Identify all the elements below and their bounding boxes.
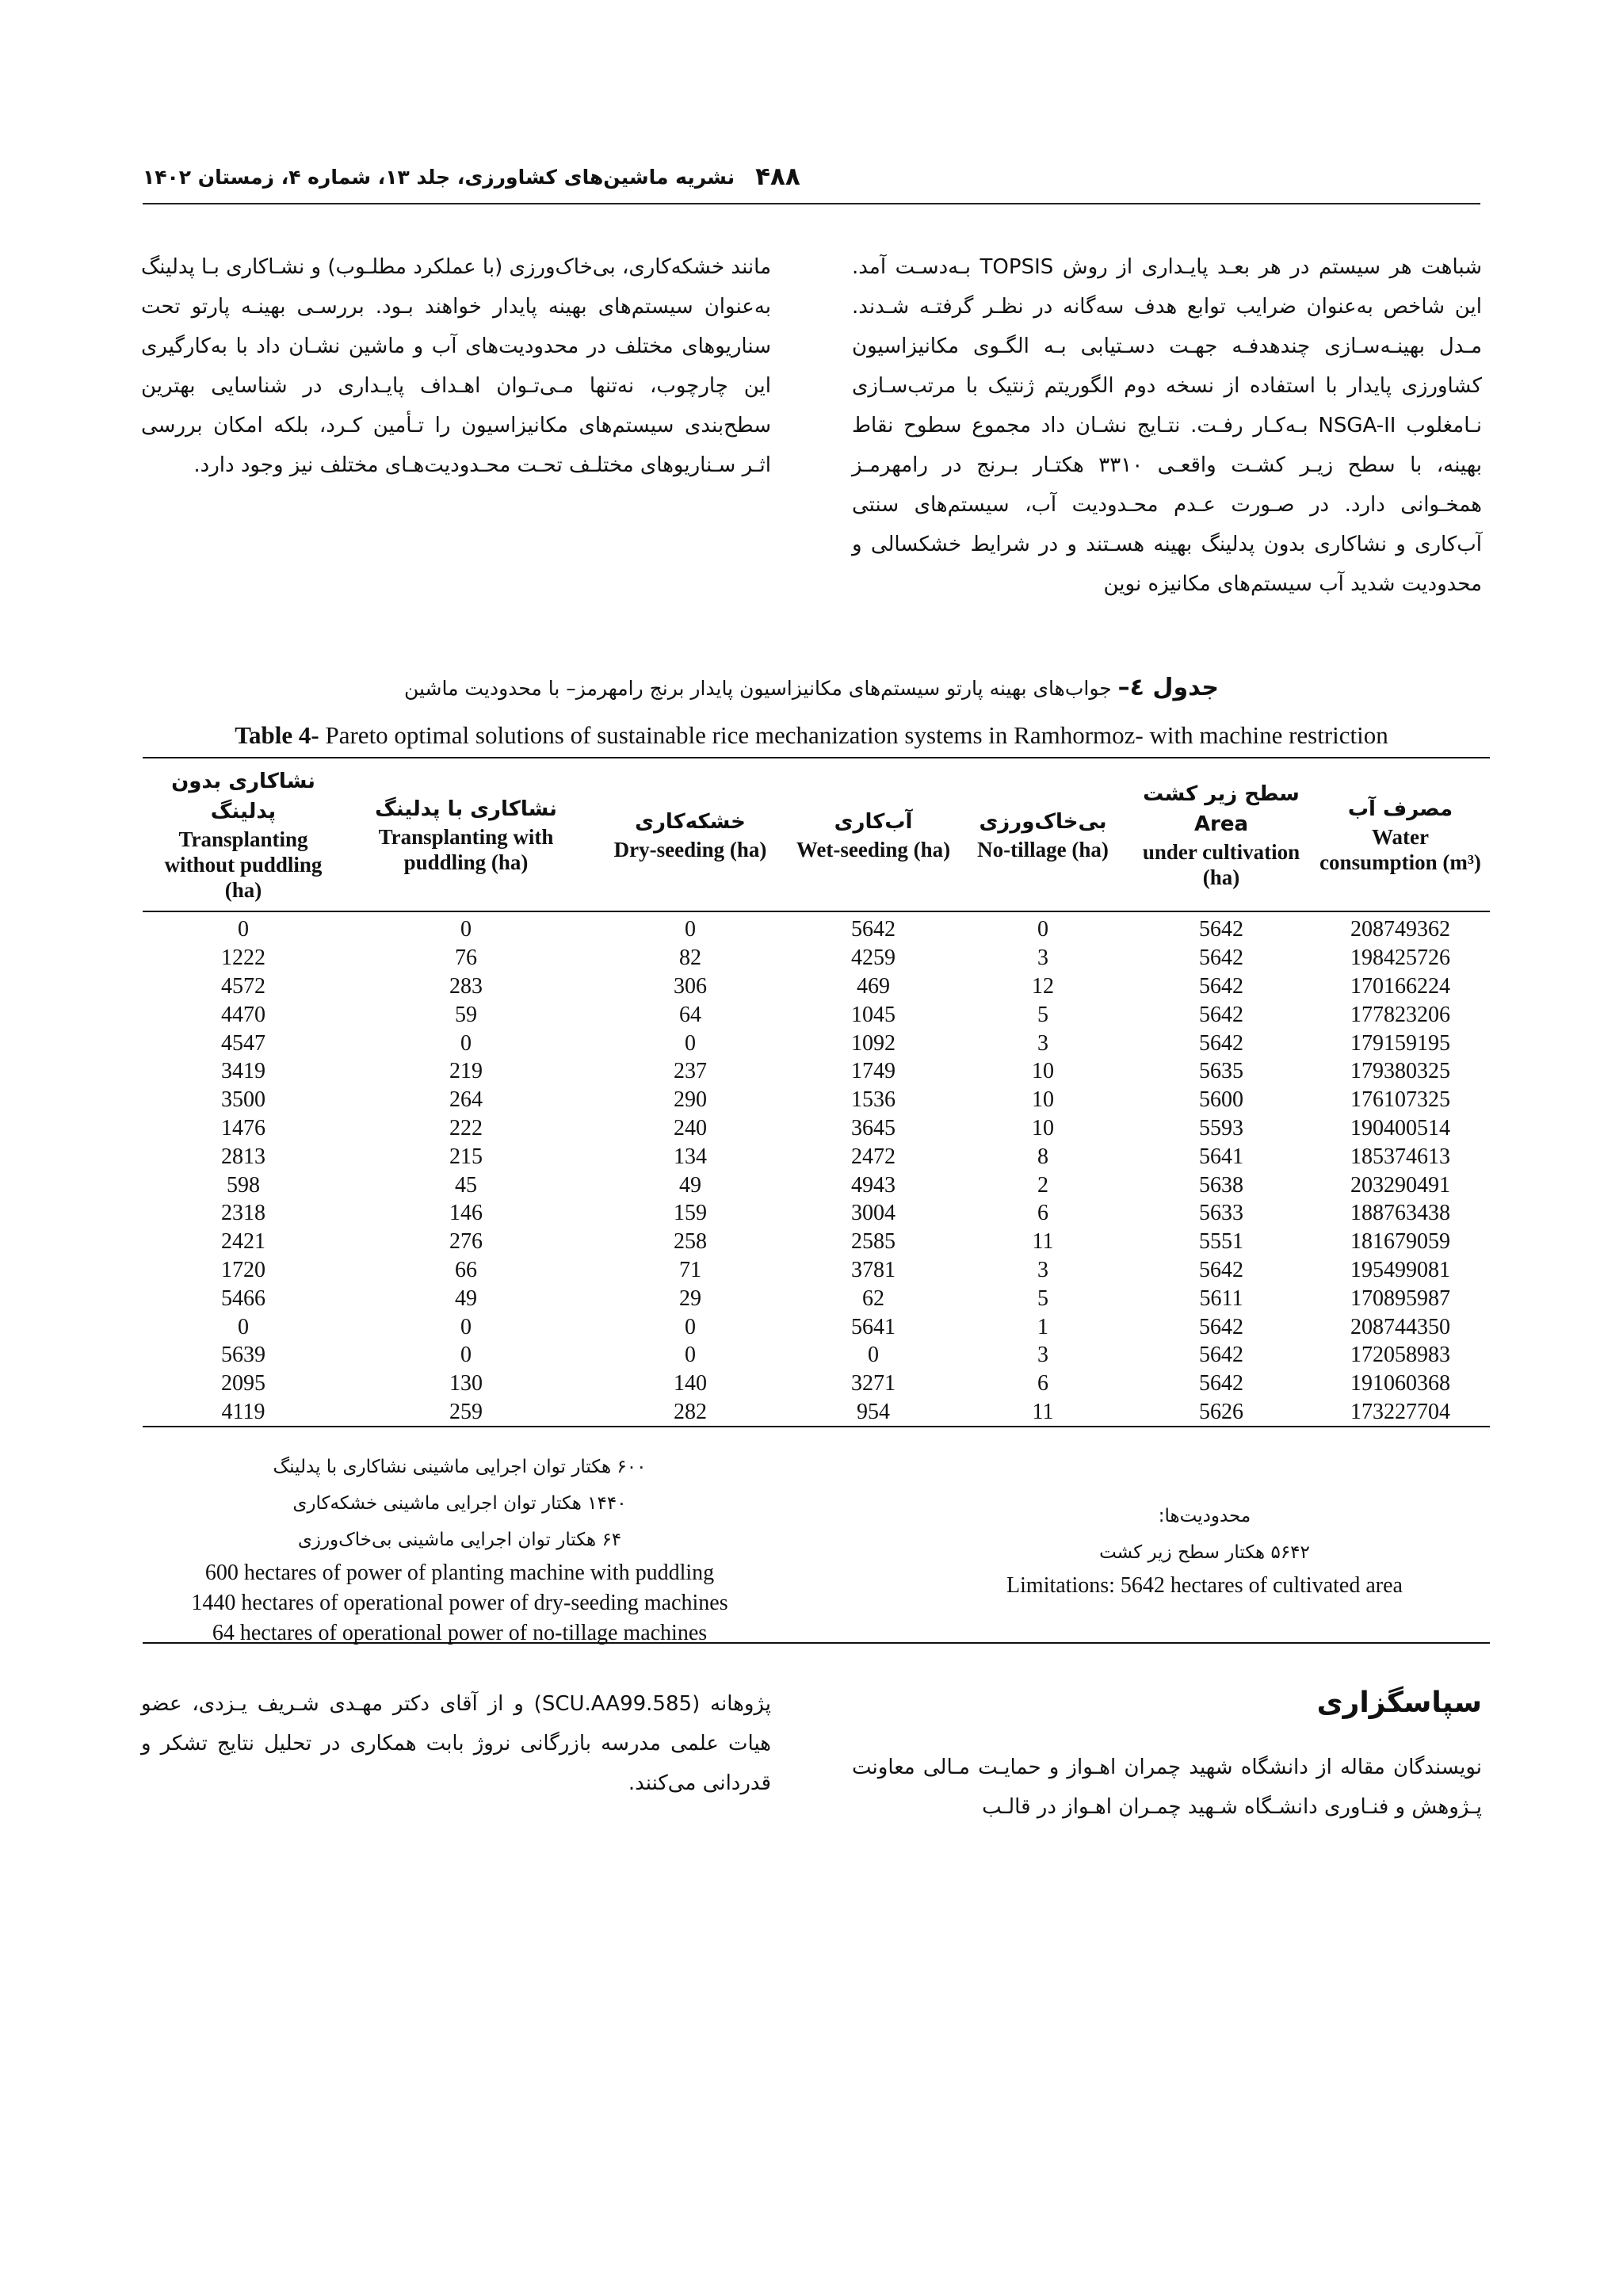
table-row: [143, 1171, 1490, 1199]
table-caption-persian: [143, 674, 1480, 701]
acknowledgement-right-column: نویسندگان مقاله از دانشگاه شهید چمران اهـواز و حمایـت مـالی معاونت پـژوهش و فنـاوری دانشـگاه شـهید چمـران اهـواز در قالـب: [852, 1755, 1482, 1819]
table-cell: 0: [868, 1343, 879, 1368]
table-cell: 5642: [1199, 1030, 1243, 1056]
table-cell: 0: [238, 1314, 249, 1339]
table-cell: 5642: [1199, 973, 1243, 999]
page-number: ۴۸۸: [755, 162, 800, 191]
acknowledgement-left-column: پژوهانه (SCU.AA99.585) و از آقای دکتر مهـدی شـریف یـزدی، عضو هیات علمی مدرسه بازرگانی نروژ بابت همکاری در تحلیل نتایج تشکر و قدردانی می‌کنند.: [141, 1692, 772, 1795]
table-row: [143, 1370, 1490, 1398]
table-cell: 264: [449, 1087, 483, 1113]
table-cell: 5626: [1132, 1398, 1311, 1427]
table-cell: 5642: [1199, 917, 1243, 942]
table-cell: 170166224: [1350, 973, 1450, 999]
table-cell: 5641: [851, 1314, 896, 1339]
body-text-left-column: مانند خشکه‌کاری، بی‌خاک‌ورزی (با عملکرد مطلـوب) و نشـاکاری بـا پدلینگ به‌عنوان سیستم‌های بهینه پایدار خواهند بـود. بررسـی بهینـه پارتو تحت سناریوهای مختلف در محدودیت‌های آب و ماشین نشـان داد با به‌کارگیری این چارچوب، نه‌تنها مـی‌تـوان اهـداف پایـداری در شناسایی بهترین سطح‌بندی سیستم‌های مکانیزاسیون را تـأمین کـرد، بلکه امکان بررسی اثـر سـناریوهای مختلـف تحـت محـدودیت‌هـای مختلف نیز وجود دارد.: [141, 255, 771, 477]
table-cell: 11: [954, 1398, 1132, 1427]
table-cell: 1749: [851, 1059, 896, 1084]
table-cell: 140: [674, 1371, 707, 1396]
table-cell: 219: [449, 1059, 483, 1084]
table-cell: 276: [449, 1229, 483, 1255]
table-cell: 5593: [1199, 1115, 1243, 1140]
table-cell: 0: [685, 917, 696, 942]
table-cell: 5: [1037, 1286, 1048, 1311]
table-cell: 5642: [1199, 946, 1243, 971]
table-cell: 8: [1037, 1144, 1048, 1169]
table-cell: 208749362: [1350, 917, 1450, 942]
table-label-english: Table 4-: [235, 721, 319, 749]
table-cell: 71: [679, 1257, 701, 1282]
table-cell: 469: [857, 973, 890, 999]
table-cell: 170895987: [1350, 1286, 1450, 1311]
table-cell: 2: [1037, 1172, 1048, 1198]
table-cell: 203290491: [1350, 1172, 1450, 1198]
table-cell: 5611: [1199, 1286, 1243, 1311]
table-cell: 259: [344, 1398, 588, 1427]
table-cell: 49: [455, 1286, 477, 1311]
table-cell: 1: [1037, 1314, 1048, 1339]
table-cell: 134: [674, 1144, 707, 1169]
table-cell: 172058983: [1350, 1343, 1450, 1368]
table-cell: 179380325: [1350, 1059, 1450, 1084]
table-header-row: [143, 758, 1490, 911]
column-header-dry-seeding: خشکه‌کاری Dry-seeding (ha): [588, 758, 792, 911]
table-row: [143, 1057, 1490, 1086]
table-cell: 11: [1032, 1229, 1054, 1255]
table-row: [143, 1312, 1490, 1341]
table-cell: 0: [460, 917, 472, 942]
table-cell: 5635: [1199, 1059, 1243, 1084]
table-cell: 5: [1037, 1002, 1048, 1027]
table-cell: 3645: [851, 1115, 896, 1140]
table-cell: 5642: [851, 917, 896, 942]
table-cell: 5466: [221, 1286, 265, 1311]
table-cell: 159: [674, 1201, 707, 1226]
table-cell: 4547: [221, 1030, 265, 1056]
table-row: [143, 1086, 1490, 1114]
table-cell: 1222: [221, 946, 265, 971]
table-cell: 0: [685, 1030, 696, 1056]
table-row: [143, 1284, 1490, 1312]
table-cell: 2813: [221, 1144, 265, 1169]
table-cell: 282: [588, 1398, 792, 1427]
table-cell: 3271: [851, 1371, 896, 1396]
table-cell: 0: [460, 1314, 472, 1339]
table-limitations-footer: [143, 1442, 1490, 1644]
table-cell: 5638: [1199, 1172, 1243, 1198]
table-cell: 49: [679, 1172, 701, 1198]
table-cell: 4943: [851, 1172, 896, 1198]
table-cell: 1536: [851, 1087, 896, 1113]
table-cell: 3: [1037, 946, 1048, 971]
table-cell: 3: [1037, 1343, 1048, 1368]
table-cell: 215: [449, 1144, 483, 1169]
table-cell: 283: [449, 973, 483, 999]
table-cell: 177823206: [1350, 1002, 1450, 1027]
table-cell: 185374613: [1350, 1144, 1450, 1169]
table-cell: 4470: [221, 1002, 265, 1027]
table-cell: 0: [460, 1343, 472, 1368]
table-cell: 4572: [221, 973, 265, 999]
table-cell: 198425726: [1350, 946, 1450, 971]
table-row: [143, 1199, 1490, 1228]
table-row: [143, 1000, 1490, 1029]
table-cell: 5551: [1199, 1229, 1243, 1255]
table-cell: 5633: [1199, 1201, 1243, 1226]
table-cell: 5642: [1199, 1257, 1243, 1282]
table-row: [143, 1398, 1490, 1427]
body-text-right-column: شباهت هر سیستم در هر بعـد پایـداری از روش TOPSIS بـه‌دسـت آمد. این شاخص به‌عنوان ضرایب توابع هدف سه‌گانه در نظـر گرفتـه شـدند. مـدل بهینـه‌سـازی چندهدفـه جهـت دسـتیابی بـه الگـوی مکانیزاسیون کشاورزی پایدار با استفاده از نسخه دوم الگوریتم ژنتیک با مرتب‌سـازی نـامغلوب NSGA-II بـه‌کـار رفـت. نتـایج نشـان داد مجموع سطوح نقاط بهینه، با سطح زیـر کشـت واقعـی ۳۳۱۰ هکتـار بـرنج در رامهرمـز همخـوانی دارد. در صـورت عـدم محـدودیت آب، سیستم‌های سنتی آب‌کاری و نشاکاری بدون پدلینگ بهینه هسـتند و در شرایط خشکسالی و محدودیت شدید آب سیستم‌های مکانیزه نوین: [852, 255, 1482, 596]
table-row: [143, 1256, 1490, 1285]
limitation-area-fa: ۵۶۴۲ هکتار سطح زیر کشت: [1099, 1542, 1310, 1563]
table-cell: 0: [1037, 917, 1048, 942]
table-cell: 258: [674, 1229, 707, 1255]
area-limitations: [919, 1498, 1490, 1601]
table-cell: 45: [455, 1172, 477, 1198]
table-cell: 10: [1032, 1059, 1054, 1084]
column-header-transplanting-without-puddling: نشاکاری بدون پدلینگ Transplanting without puddling (ha): [143, 758, 344, 911]
table-caption-english-text: Pareto optimal solutions of sustainable rice mechanization systems in Ramhormoz- with machine restriction: [319, 721, 1388, 749]
table-label-persian: جدول ٤–: [1117, 674, 1220, 701]
table-cell: 3781: [851, 1257, 896, 1282]
table-cell: 5642: [1199, 1343, 1243, 1368]
table-cell: 208744350: [1350, 1314, 1450, 1339]
table-cell: 5639: [221, 1343, 265, 1368]
limitations-title: محدودیت‌ها:: [1158, 1506, 1251, 1526]
table-cell: 2421: [221, 1229, 265, 1255]
limitation-en-line: 64 hectares of operational power of no-tillage machines: [212, 1621, 708, 1645]
table-cell: 10: [1032, 1115, 1054, 1140]
machine-limitations: [143, 1449, 777, 1648]
table-cell: 2472: [851, 1144, 896, 1169]
table-cell: 188763438: [1350, 1201, 1450, 1226]
table-cell: 3004: [851, 1201, 896, 1226]
table-cell: 190400514: [1350, 1115, 1450, 1140]
table-row: [143, 1341, 1490, 1370]
table-row: [143, 1114, 1490, 1143]
table-row: [143, 944, 1490, 972]
table-caption-persian-text: جواب‌های بهینه پارتو سیستم‌های مکانیزاسیون پایدار برنج رامهرمز– با محدودیت ماشین: [403, 677, 1118, 700]
running-head: [143, 162, 1480, 191]
table-cell: 10: [1032, 1087, 1054, 1113]
table-row: [143, 1228, 1490, 1256]
table-cell: 179159195: [1350, 1030, 1450, 1056]
table-cell: 5642: [1199, 1371, 1243, 1396]
table-cell: 191060368: [1350, 1371, 1450, 1396]
table-cell: 2585: [851, 1229, 896, 1255]
limitation-area-en: Limitations: 5642 hectares of cultivated area: [1006, 1573, 1403, 1598]
table-row: [143, 972, 1490, 1001]
pareto-solutions-table: [143, 757, 1490, 1427]
table-cell: 62: [862, 1286, 884, 1311]
table-cell: 5642: [1199, 1314, 1243, 1339]
table-cell: 5641: [1199, 1144, 1243, 1169]
table-cell: 0: [238, 917, 249, 942]
column-header-water-consumption: مصرف آب Water consumption (m³): [1311, 758, 1490, 911]
table-cell: 130: [449, 1371, 483, 1396]
table-cell: 146: [449, 1201, 483, 1226]
journal-title: نشریه ماشین‌های کشاورزی، جلد ۱۳، شماره ۴، زمستان ۱۴۰۲: [143, 165, 735, 189]
table-cell: 3: [1037, 1030, 1048, 1056]
table-cell: 0: [685, 1343, 696, 1368]
table-cell: 173227704: [1311, 1398, 1490, 1427]
header-divider: [143, 203, 1480, 204]
table-caption-english: [135, 721, 1488, 750]
table-cell: 4119: [143, 1398, 344, 1427]
table-cell: 598: [227, 1172, 260, 1198]
column-header-area-under-cultivation: سطح زیر کشت Area under cultivation (ha): [1132, 758, 1311, 911]
column-header-transplanting-with-puddling: نشاکاری با پدلینگ Transplanting with puddling (ha): [344, 758, 588, 911]
table-cell: 66: [455, 1257, 477, 1282]
limitation-en-line: 1440 hectares of operational power of dry-seeding machines: [191, 1591, 728, 1615]
table-row: [143, 1029, 1490, 1057]
table-cell: 3: [1037, 1257, 1048, 1282]
table-cell: 290: [674, 1087, 707, 1113]
column-header-no-tillage: بی‌خاک‌ورزی No-tillage (ha): [954, 758, 1132, 911]
table-cell: 29: [679, 1286, 701, 1311]
table-cell: 240: [674, 1115, 707, 1140]
table-cell: 1720: [221, 1257, 265, 1282]
table-cell: 1092: [851, 1030, 896, 1056]
column-header-wet-seeding: آب‌کاری Wet-seeding (ha): [792, 758, 954, 911]
table-cell: 6: [1037, 1371, 1048, 1396]
table-cell: 176107325: [1350, 1087, 1450, 1113]
table-cell: 0: [460, 1030, 472, 1056]
table-cell: 181679059: [1350, 1229, 1450, 1255]
table-cell: 237: [674, 1059, 707, 1084]
table-cell: 5642: [1199, 1002, 1243, 1027]
table-cell: 59: [455, 1002, 477, 1027]
table-cell: 222: [449, 1115, 483, 1140]
limitation-fa-line: ۶۴ هکتار توان اجرایی ماشینی بی‌خاک‌ورزی: [297, 1530, 622, 1550]
table-cell: 82: [679, 946, 701, 971]
table-row: [143, 1142, 1490, 1171]
table-cell: 12: [1032, 973, 1054, 999]
table-cell: 954: [792, 1398, 954, 1427]
table-cell: 3500: [221, 1087, 265, 1113]
table-cell: 3419: [221, 1059, 265, 1084]
limitation-en-line: 600 hectares of power of planting machine with puddling: [204, 1561, 715, 1585]
table-cell: 195499081: [1350, 1257, 1450, 1282]
table-cell: 4259: [851, 946, 896, 971]
table-cell: 6: [1037, 1201, 1048, 1226]
limitation-fa-line: ۱۴۴۰ هکتار توان اجرایی ماشینی خشکه‌کاری: [292, 1493, 627, 1514]
table-cell: 1045: [851, 1002, 896, 1027]
limitation-fa-line: ۶۰۰ هکتار توان اجرایی ماشینی نشاکاری با پدلینگ: [273, 1457, 647, 1477]
table-cell: 5600: [1199, 1087, 1243, 1113]
table-cell: 1476: [221, 1115, 265, 1140]
table-cell: 2318: [221, 1201, 265, 1226]
table-cell: 76: [455, 946, 477, 971]
table-row: [143, 911, 1490, 944]
acknowledgement-heading: سپاسگزاری: [1316, 1687, 1482, 1719]
table-cell: 2095: [221, 1371, 265, 1396]
table-cell: 306: [674, 973, 707, 999]
table-cell: 64: [679, 1002, 701, 1027]
table-cell: 0: [685, 1314, 696, 1339]
